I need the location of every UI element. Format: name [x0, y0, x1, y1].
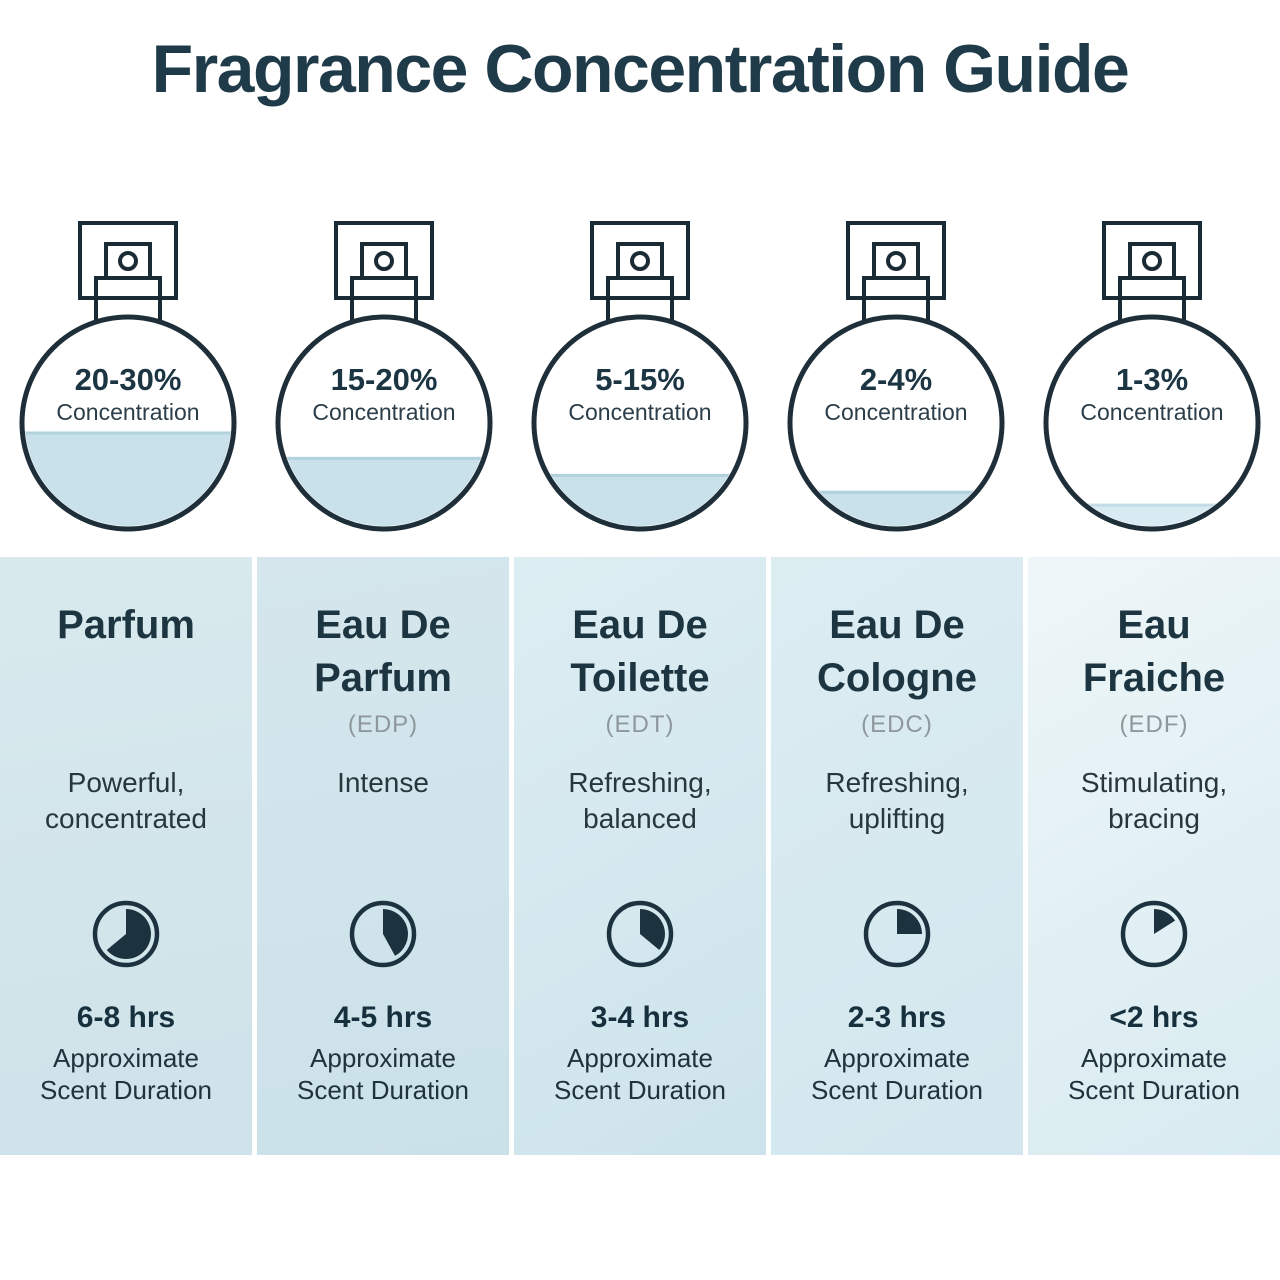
clock-wrap — [257, 869, 509, 999]
concentration-label: Concentration — [56, 399, 200, 425]
fragrance-column-eau-de-parfum — [257, 557, 509, 1155]
duration-hours: 2-3 hrs — [847, 1001, 947, 1034]
fragrance-description: Stimulating, bracing — [1080, 767, 1228, 835]
duration-clock-icon — [88, 896, 164, 972]
duration-hours: 4-5 hrs — [333, 1001, 433, 1034]
fragrance-abbr: (EDF) — [1119, 711, 1189, 738]
fragrance-abbr — [0, 711, 252, 757]
bottle-cell-parfum — [0, 218, 256, 533]
concentration-label: Concentration — [312, 399, 456, 425]
fragrance-abbr: (EDT) — [605, 711, 675, 738]
concentration-label: Concentration — [568, 399, 712, 425]
perfume-bottle-icon — [256, 218, 512, 533]
duration-hours: 6-8 hrs — [76, 1001, 176, 1034]
bottle-cell-eau-fraiche — [1024, 218, 1280, 533]
duration-hours: 3-4 hrs — [590, 1001, 690, 1034]
fragrance-name: Eau Fraiche — [1082, 603, 1226, 700]
duration-clock-icon — [1116, 896, 1192, 972]
fragrance-column-eau-de-toilette — [514, 557, 766, 1155]
fragrance-name: Eau De Cologne — [817, 603, 977, 700]
fragrance-column-parfum — [0, 557, 252, 1155]
fragrance-name: Parfum — [57, 603, 195, 647]
concentration-range: 20-30% — [74, 362, 182, 397]
concentration-range: 2-4% — [859, 362, 933, 397]
fragrance-name: Eau De Toilette — [570, 603, 710, 700]
bottle-cell-eau-de-parfum — [256, 218, 512, 533]
duration-hours: <2 hrs — [1109, 1001, 1199, 1034]
fragrance-columns-row — [0, 557, 1280, 1155]
fragrance-column-eau-fraiche — [1028, 557, 1280, 1155]
perfume-bottle-icon — [0, 218, 256, 533]
fragrance-description: Refreshing, uplifting — [825, 767, 969, 835]
fragrance-description: Refreshing, balanced — [568, 767, 712, 835]
concentration-range: 5-15% — [595, 362, 685, 397]
duration-note: Approximate Scent Duration — [297, 1043, 469, 1105]
clock-wrap — [771, 869, 1023, 999]
fragrance-abbr: (EDC) — [861, 711, 933, 738]
bottle-cell-eau-de-cologne — [768, 218, 1024, 533]
fragrance-name: Eau De Parfum — [314, 603, 452, 700]
perfume-bottle-icon — [768, 218, 1024, 533]
bottle-cell-eau-de-toilette — [512, 218, 768, 533]
fragrance-description: Intense — [337, 767, 429, 798]
duration-note: Approximate Scent Duration — [554, 1043, 726, 1105]
duration-note: Approximate Scent Duration — [1068, 1043, 1240, 1105]
bottles-row — [0, 218, 1280, 533]
fragrance-column-eau-de-cologne — [771, 557, 1023, 1155]
duration-clock-icon — [859, 896, 935, 972]
duration-clock-icon — [345, 896, 421, 972]
concentration-label: Concentration — [824, 399, 968, 425]
concentration-range: 15-20% — [330, 362, 438, 397]
fragrance-description: Powerful, concentrated — [45, 767, 207, 835]
page-title: Fragrance Concentration Guide — [151, 31, 1129, 107]
clock-wrap — [1028, 869, 1280, 999]
clock-wrap — [514, 869, 766, 999]
perfume-bottle-icon — [512, 218, 768, 533]
duration-clock-icon — [602, 896, 678, 972]
concentration-range: 1-3% — [1115, 362, 1189, 397]
clock-wrap — [0, 869, 252, 999]
perfume-bottle-icon — [1024, 218, 1280, 533]
fragrance-abbr: (EDP) — [347, 711, 419, 738]
concentration-label: Concentration — [1080, 399, 1224, 425]
duration-note: Approximate Scent Duration — [811, 1043, 983, 1105]
duration-note: Approximate Scent Duration — [40, 1043, 212, 1105]
